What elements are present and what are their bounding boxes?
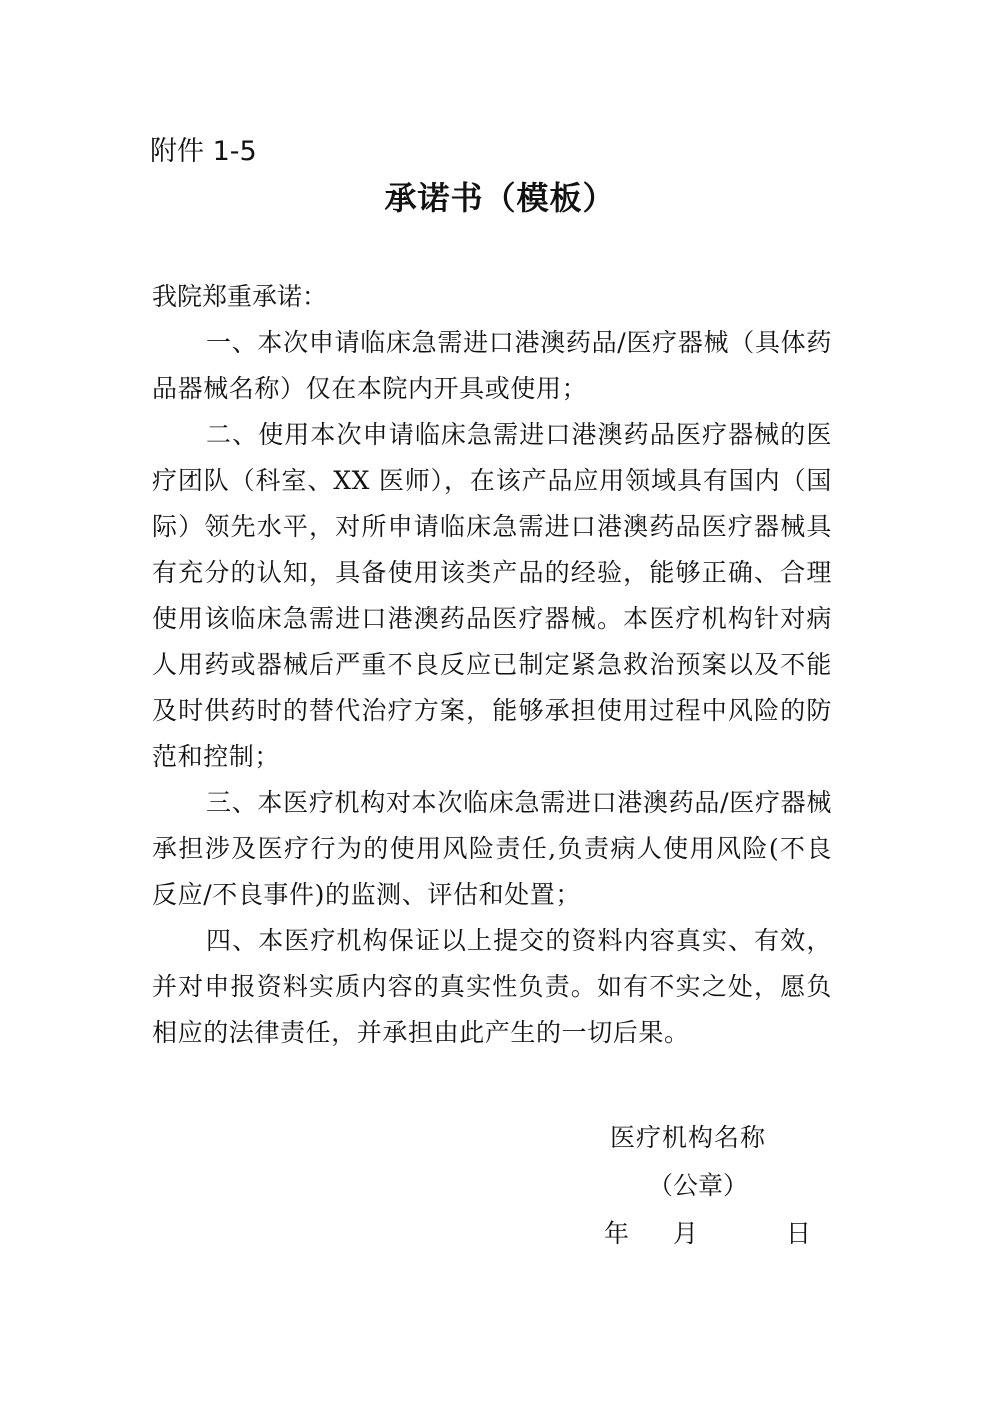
document-title: 承诺书（模板） xyxy=(384,179,616,217)
date-line xyxy=(604,1216,811,1252)
attachment-label: 附件 1-5 xyxy=(150,136,257,167)
official-seal-label: （公章） xyxy=(648,1171,749,1200)
date-day: 日 xyxy=(786,1219,812,1248)
date-year: 年 xyxy=(604,1219,630,1248)
commitment-paragraph-1: 一、本次申请临床急需进口港澳药品/医疗器械（具体药品器械名称）仅在本院内开具或使用； xyxy=(152,328,832,403)
date-month: 月 xyxy=(673,1219,699,1248)
intro-line: 我院郑重承诺： xyxy=(152,282,328,311)
institution-name: 医疗机构名称 xyxy=(610,1123,767,1152)
commitment-paragraph-4: 四、本医疗机构保证以上提交的资料内容真实、有效，并对申报资料实质内容的真实性负责。如有不实之处，愿负相应的法律责任，并承担由此产生的一切后果。 xyxy=(152,926,832,1047)
commitment-paragraph-3: 三、本医疗机构对本次临床急需进口港澳药品/医疗器械承担涉及医疗行为的使用风险责任,负责病人使用风险(不良反应/不良事件)的监测、评估和处置； xyxy=(152,788,832,909)
commitment-body xyxy=(152,320,832,1056)
commitment-paragraph-2: 二、使用本次申请临床急需进口港澳药品医疗器械的医疗团队（科室、XX 医师），在该产品应用领域具有国内（国际）领先水平，对所申请临床急需进口港澳药品医疗器械具有充分的认知，具备使用该类产品的经验，能够正确、合理使用该临床急需进口港澳药品医疗器械。本医疗机构针对病人用药或器械后严重不良反应已制定紧急救治预案以及不能及时供药时的替代治疗方案，能够承担使用过程中风险的防范和控制； xyxy=(152,420,832,771)
